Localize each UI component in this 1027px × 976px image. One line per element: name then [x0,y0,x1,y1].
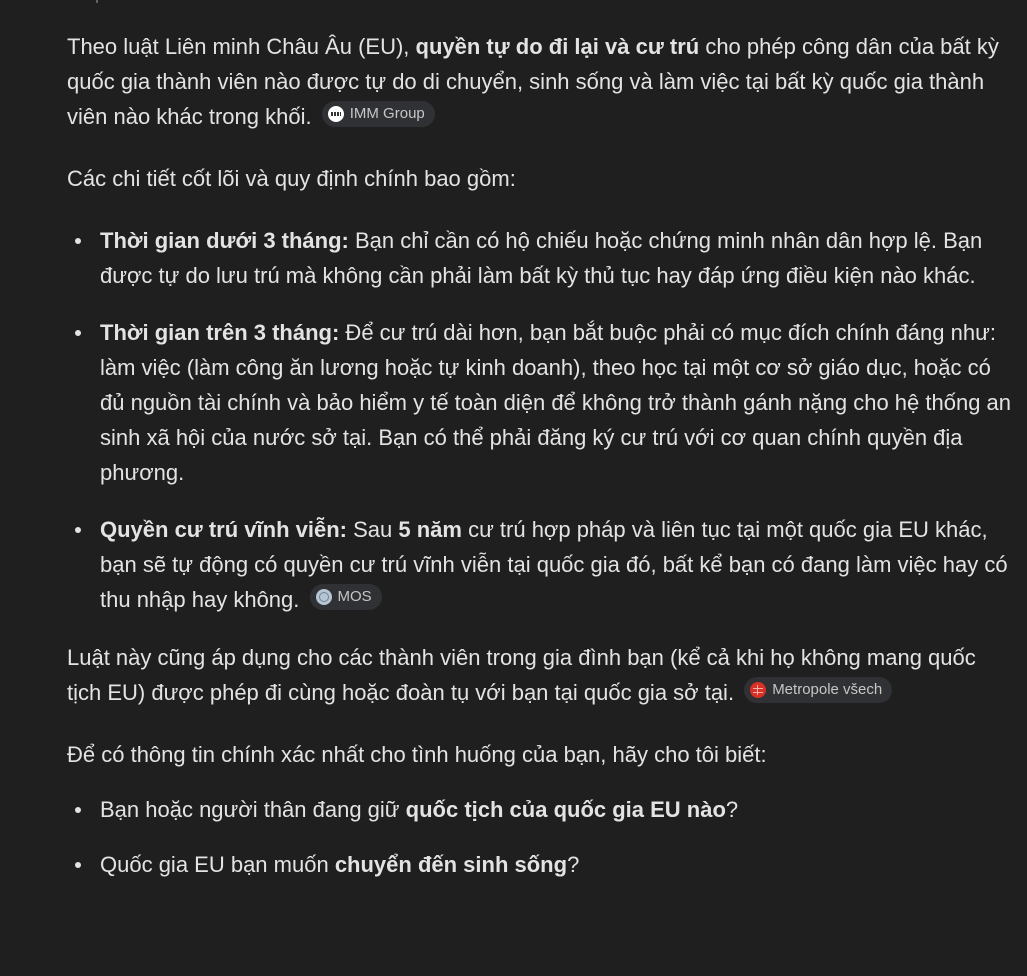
source-chip-label: MOS [337,588,372,605]
top-divider-mark [96,0,98,3]
family-paragraph [67,640,1013,710]
list-item [67,223,1013,293]
list-item [67,512,1013,617]
source-chip-imm-group[interactable] [322,101,435,127]
imm-group-logo-icon [328,106,344,122]
mos-logo-icon [316,589,332,605]
source-chip-label: IMM Group [349,105,425,122]
family-text: Luật này cũng áp dụng cho các thành viên trong gia đình bạn (kể cả khi họ không mang quốc tịch EU) được phép đi cùng hoặc đoàn tụ với bạn tại quốc gia sở tại. [67,645,976,705]
list-item [67,792,1013,827]
source-chip-label: Metropole všech [772,681,883,698]
source-chip-metropole[interactable] [744,677,892,703]
intro-text-before: Theo luật Liên minh Châu Âu (EU), [67,34,416,59]
rule-title: Quyền cư trú vĩnh viễn: [100,517,347,542]
list-item [67,847,1013,882]
questions-list [67,792,1013,882]
source-chip-mos[interactable] [310,584,382,610]
rule-bold-text: 5 năm [398,517,462,542]
question-text-after: ? [725,797,739,822]
intro-bold-text: quyền tự do đi lại và cư trú [415,34,700,59]
rule-text-before: Sau [346,517,399,542]
ask-heading: Để có thông tin chính xác nhất cho tình huống của bạn, hãy cho tôi biết: [67,742,767,767]
question-text-before: Quốc gia EU bạn muốn [100,852,335,877]
question-bold-text: quốc tịch của quốc gia EU nào [405,797,726,822]
rules-list [67,223,1013,617]
rule-text: Để cư trú dài hơn, bạn bắt buộc phải có mục đích chính đáng như: làm việc (làm công ăn lương hoặc tự kinh doanh), theo học tại một cơ sở giáo dục, hoặc có đủ nguồn tài chính và bảo hiểm y tế toàn diện để không trở thành gánh nặng cho hệ thống an sinh xã hội của nước sở tại. Bạn có thể phải đăng ký cư trú với cơ quan chính quyền địa phương. [100,320,1012,485]
question-text-before: Bạn hoặc người thân đang giữ [100,797,406,822]
core-heading: Các chi tiết cốt lõi và quy định chính bao gồm: [67,166,516,191]
rule-title: Thời gian trên 3 tháng: [100,320,340,345]
metropole-logo-icon [750,682,766,698]
rule-text: Bạn chỉ cần có hộ chiếu hoặc chứng minh nhân dân hợp lệ. Bạn được tự do lưu trú mà không cần phải làm bất kỳ thủ tục hay đáp ứng điều kiện nào khác. [100,228,983,288]
rule-text-after: cư trú hợp pháp và liên tục tại một quốc gia EU khác, bạn sẽ tự động có quyền cư trú vĩnh viễn tại quốc gia đó, bất kể bạn có đang làm việc hay có thu nhập hay không. [100,517,1008,612]
list-item [67,315,1013,490]
intro-text-after: cho phép công dân của bất kỳ quốc gia thành viên nào được tự do di chuyển, sinh sống và làm việc tại bất kỳ quốc gia thành viên nào khác trong khối. [67,34,999,129]
question-text-after: ? [567,852,580,877]
intro-paragraph [67,29,1013,134]
rule-title: Thời gian dưới 3 tháng: [100,228,349,253]
question-bold-text: chuyển đến sinh sống [334,852,568,877]
